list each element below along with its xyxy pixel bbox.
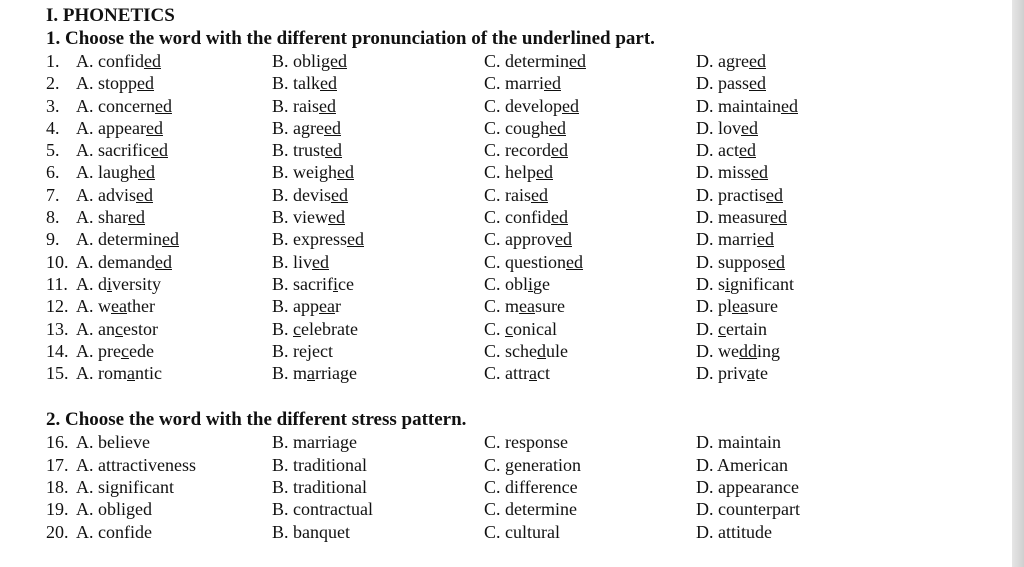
underlined-part: ed: [143, 51, 161, 71]
option-d[interactable]: [696, 50, 996, 72]
option-d[interactable]: [696, 362, 996, 384]
option-b[interactable]: [272, 117, 484, 139]
question-number: 14.: [46, 340, 69, 361]
underlined-part: ed: [323, 117, 341, 138]
option-text: ct: [537, 363, 550, 384]
question-row: [46, 521, 1006, 543]
question-number: 13.: [46, 318, 69, 339]
option-text: B. devis: [272, 184, 332, 205]
question-number: 9.: [46, 229, 60, 250]
option-a[interactable]: [76, 95, 272, 117]
option-text: D. lov: [696, 117, 741, 138]
option-text: D. appearance: [696, 477, 799, 498]
option-text: B. banquet: [272, 521, 350, 542]
option-text: D. counterpart: [696, 499, 800, 520]
option-text: ule: [546, 340, 568, 361]
option-text: D. suppos: [696, 251, 769, 272]
underlined-part: ed: [738, 140, 756, 161]
option-text: C. marri: [484, 73, 544, 94]
option-a[interactable]: [76, 50, 272, 72]
option-text: versity: [112, 273, 162, 294]
question-row: [46, 454, 1006, 476]
option-text: C. sche: [484, 340, 537, 361]
option-d[interactable]: [696, 206, 996, 228]
option-b[interactable]: [272, 139, 484, 161]
underlined-part: ed: [756, 229, 774, 250]
option-a[interactable]: [76, 251, 272, 273]
underlined-part: a: [747, 363, 755, 384]
option-text: C.: [484, 318, 506, 339]
option-text: elebrate: [301, 318, 358, 339]
underlined-part: ed: [138, 162, 155, 183]
option-b[interactable]: [272, 251, 484, 273]
underlined-part: c: [718, 318, 726, 339]
option-text: D. maintain: [696, 432, 781, 453]
option-d[interactable]: [696, 95, 996, 117]
option-d[interactable]: [696, 273, 996, 295]
underlined-part: a: [127, 363, 135, 384]
question-number: 20.: [46, 521, 69, 542]
option-text: C. generation: [484, 454, 581, 475]
option-text: C. response: [484, 432, 568, 453]
underlined-part: ed: [566, 251, 584, 272]
section-title: I. PHONETICS: [46, 5, 175, 26]
option-text: B. view: [272, 207, 328, 228]
underlined-part: ed: [145, 117, 163, 138]
spacer: [46, 384, 1006, 408]
option-c[interactable]: [484, 454, 696, 476]
part2-questions: [46, 431, 1006, 542]
question-number: 17.: [46, 454, 69, 475]
option-text: D. priv: [696, 363, 747, 384]
underlined-part: ed: [751, 162, 769, 183]
scrollbar-edge[interactable]: [1012, 0, 1024, 567]
option-text: D. measur: [696, 207, 770, 228]
underlined-part: ed: [154, 251, 172, 272]
option-text: A. shar: [76, 207, 128, 228]
option-text: D. attitude: [696, 521, 772, 542]
option-text: ertain: [726, 318, 767, 339]
option-text: B. traditional: [272, 477, 367, 498]
question-number: 16.: [46, 432, 69, 453]
underlined-part: i: [332, 273, 338, 294]
option-c[interactable]: [484, 206, 696, 228]
underlined-part: ed: [325, 140, 343, 161]
question-number: 19.: [46, 499, 69, 520]
option-text: C. difference: [484, 477, 578, 498]
underlined-part: ed: [319, 95, 336, 116]
underlined-part: ed: [568, 51, 586, 71]
option-text: D. agre: [696, 51, 749, 71]
option-c[interactable]: [484, 50, 696, 72]
option-text: D. pl: [696, 296, 732, 317]
option-b[interactable]: [272, 206, 484, 228]
option-a[interactable]: [76, 117, 272, 139]
question-number: 2.: [46, 73, 60, 94]
option-c[interactable]: [484, 139, 696, 161]
underlined-part: ed: [154, 95, 172, 116]
option-text: r: [334, 296, 341, 317]
question-number: 4.: [46, 117, 60, 138]
option-d[interactable]: [696, 139, 996, 161]
option-text: D. marri: [696, 229, 757, 250]
option-text: A. w: [76, 296, 111, 317]
underlined-part: ed: [544, 73, 561, 94]
option-text: D. we: [696, 340, 739, 361]
option-c[interactable]: [484, 95, 696, 117]
option-text: C. help: [484, 162, 536, 183]
option-b[interactable]: [272, 95, 484, 117]
question-row: [46, 95, 1006, 117]
question-row: [46, 318, 1006, 340]
option-d[interactable]: [696, 251, 996, 273]
option-c[interactable]: [484, 318, 696, 340]
underlined-part: ed: [128, 207, 145, 228]
option-text: A. confide: [76, 521, 152, 542]
underlined-part: ed: [347, 229, 364, 250]
option-text: B. re: [272, 340, 307, 361]
underlined-part: dd: [739, 340, 757, 361]
option-b[interactable]: [272, 431, 484, 453]
question-number: 6.: [46, 162, 60, 183]
underlined-part: c: [120, 340, 129, 361]
option-a[interactable]: [76, 228, 272, 250]
option-c[interactable]: [484, 273, 696, 295]
question-number: 15.: [46, 363, 69, 384]
option-text: C. attr: [484, 363, 529, 384]
option-c[interactable]: [484, 184, 696, 206]
option-text: B. sacrif: [272, 273, 333, 294]
option-d[interactable]: [696, 454, 996, 476]
question-row: [46, 184, 1006, 206]
question-row: [46, 206, 1006, 228]
question-row: [46, 476, 1006, 498]
option-text: C. m: [484, 296, 520, 317]
underlined-part: ed: [161, 229, 179, 250]
option-c[interactable]: [484, 521, 696, 543]
option-text: A. advis: [76, 184, 136, 205]
question-number: 8.: [46, 207, 60, 228]
underlined-part: i: [725, 273, 731, 294]
option-text: D. American: [696, 454, 788, 475]
underlined-part: ed: [136, 184, 153, 205]
option-d[interactable]: [696, 498, 996, 520]
option-b[interactable]: [272, 454, 484, 476]
underlined-part: ed: [765, 184, 783, 205]
option-text: D. pass: [696, 73, 749, 94]
underlined-part: a: [307, 363, 316, 384]
question-row: [46, 273, 1006, 295]
option-b[interactable]: [272, 362, 484, 384]
option-d[interactable]: [696, 521, 996, 543]
option-a[interactable]: [76, 206, 272, 228]
option-text: C. obl: [484, 273, 529, 294]
part1-title: 1. Choose the word with the different pronunciation of the underlined part.: [46, 28, 655, 49]
question-row: [46, 228, 1006, 250]
option-b[interactable]: [272, 498, 484, 520]
option-text: A. confid: [76, 51, 144, 71]
underlined-part: ed: [531, 184, 548, 205]
option-a[interactable]: [76, 161, 272, 183]
option-c[interactable]: [484, 228, 696, 250]
option-text: B. weigh: [272, 162, 337, 183]
option-text: ede: [128, 340, 154, 361]
question-row: [46, 50, 1006, 72]
underlined-part: ed: [331, 184, 349, 205]
question-number: 7.: [46, 184, 60, 205]
option-text: A. stopp: [76, 73, 138, 94]
worksheet: [46, 4, 1006, 543]
underlined-part: ed: [562, 95, 579, 116]
option-text: ge: [533, 273, 551, 294]
underlined-part: ed: [769, 207, 787, 228]
option-text: C. question: [484, 251, 567, 272]
underlined-part: ed: [312, 251, 330, 272]
option-text: A. laugh: [76, 162, 138, 183]
option-c[interactable]: [484, 251, 696, 273]
option-a[interactable]: [76, 454, 272, 476]
option-text: B. rais: [272, 95, 319, 116]
option-text: gnificant: [730, 273, 795, 294]
option-b[interactable]: [272, 228, 484, 250]
option-text: C. determin: [484, 51, 569, 71]
option-d[interactable]: [696, 161, 996, 183]
question-row: [46, 139, 1006, 161]
option-d[interactable]: [696, 117, 996, 139]
underlined-part: i: [107, 273, 113, 294]
option-text: A. significant: [76, 477, 174, 498]
option-c[interactable]: [484, 161, 696, 183]
underlined-part: ed: [150, 140, 168, 161]
option-text: B. agre: [272, 117, 324, 138]
option-a[interactable]: [76, 139, 272, 161]
question-row: [46, 117, 1006, 139]
option-c[interactable]: [484, 362, 696, 384]
option-a[interactable]: [76, 295, 272, 317]
option-text: A. concern: [76, 95, 155, 116]
option-a[interactable]: [76, 72, 272, 94]
option-text: C. rais: [484, 184, 531, 205]
option-a[interactable]: [76, 476, 272, 498]
option-d[interactable]: [696, 431, 996, 453]
option-c[interactable]: [484, 72, 696, 94]
underlined-part: ed: [749, 73, 766, 94]
option-c[interactable]: [484, 117, 696, 139]
option-text: B. express: [272, 229, 347, 250]
option-b[interactable]: [272, 476, 484, 498]
underlined-part: ea: [519, 296, 535, 317]
option-b[interactable]: [272, 184, 484, 206]
underlined-part: i: [528, 273, 534, 294]
option-a[interactable]: [76, 318, 272, 340]
option-text: B. obli: [272, 51, 322, 71]
option-text: A. determin: [76, 229, 162, 250]
underlined-part: ed: [555, 229, 572, 250]
underlined-part: ed: [768, 251, 786, 272]
question-number: 12.: [46, 296, 69, 317]
option-text: B. trust: [272, 140, 326, 161]
option-c[interactable]: [484, 340, 696, 362]
option-text: D. maintain: [696, 95, 781, 116]
question-number: 18.: [46, 477, 69, 498]
underlined-part: j: [307, 340, 313, 361]
option-text: B. traditional: [272, 454, 367, 475]
option-c[interactable]: [484, 498, 696, 520]
question-row: [46, 340, 1006, 362]
option-text: B. marriage: [272, 432, 357, 453]
option-c[interactable]: [484, 295, 696, 317]
option-c[interactable]: [484, 431, 696, 453]
underlined-part: ed: [551, 207, 568, 228]
option-text: D. miss: [696, 162, 752, 183]
option-d[interactable]: [696, 184, 996, 206]
option-text: B. app: [272, 296, 319, 317]
underlined-part: ea: [319, 296, 335, 317]
option-text: D. practis: [696, 184, 766, 205]
underlined-part: ed: [780, 95, 798, 116]
option-a[interactable]: [76, 521, 272, 543]
option-text: ing: [757, 340, 781, 361]
option-text: B. contractual: [272, 499, 373, 520]
question-row: [46, 251, 1006, 273]
option-text: A. d: [76, 273, 107, 294]
option-d[interactable]: [696, 295, 996, 317]
underlined-part: ed: [320, 73, 337, 94]
question-number: 3.: [46, 95, 60, 116]
option-text: estor: [123, 318, 158, 339]
underlined-part: c: [293, 318, 302, 339]
option-b[interactable]: [272, 318, 484, 340]
option-text: B. talk: [272, 73, 320, 94]
option-text: C. approv: [484, 229, 555, 250]
option-text: C. cough: [484, 117, 549, 138]
underlined-part: ed: [337, 162, 354, 183]
option-text: A. believe: [76, 432, 150, 453]
part1-questions: [46, 50, 1006, 384]
option-text: C. develop: [484, 95, 562, 116]
option-a[interactable]: [76, 362, 272, 384]
underlined-part: a: [529, 363, 537, 384]
option-b[interactable]: [272, 161, 484, 183]
option-a[interactable]: [76, 340, 272, 362]
option-text: A. attractiveness: [76, 454, 196, 475]
option-text: D. act: [696, 140, 739, 161]
underlined-part: d: [537, 340, 546, 361]
option-d[interactable]: [696, 228, 996, 250]
option-d[interactable]: [696, 476, 996, 498]
option-text: D.: [696, 318, 718, 339]
question-row: [46, 498, 1006, 520]
option-d[interactable]: [696, 318, 996, 340]
option-text: sure: [747, 296, 778, 317]
part2-title: 2. Choose the word with the different stress pattern.: [46, 409, 467, 431]
option-b[interactable]: [272, 340, 484, 362]
question-number: 11.: [46, 273, 68, 294]
option-text: onical: [513, 318, 557, 339]
option-text: C. confid: [484, 207, 551, 228]
option-text: B. liv: [272, 251, 313, 272]
underlined-part: c: [505, 318, 514, 339]
option-text: ntic: [135, 363, 162, 384]
underlined-part: ged: [321, 51, 348, 71]
underlined-part: ed: [137, 73, 155, 94]
option-text: B.: [272, 318, 294, 339]
option-b[interactable]: [272, 50, 484, 72]
option-text: te: [755, 363, 768, 384]
option-text: sure: [535, 296, 565, 317]
option-a[interactable]: [76, 498, 272, 520]
option-text: ce: [338, 273, 354, 294]
option-a[interactable]: [76, 431, 272, 453]
option-b[interactable]: [272, 295, 484, 317]
underlined-part: ed: [536, 162, 553, 183]
option-text: A. rom: [76, 363, 127, 384]
underlined-part: ed: [748, 51, 766, 71]
option-d[interactable]: [696, 72, 996, 94]
option-text: D. s: [696, 273, 726, 294]
option-text: rriage: [315, 363, 357, 384]
underlined-part: ed: [549, 117, 566, 138]
option-a[interactable]: [76, 184, 272, 206]
question-row: [46, 431, 1006, 453]
underlined-part: ea: [732, 296, 748, 317]
option-text: C. cultural: [484, 521, 560, 542]
option-text: B. m: [272, 363, 308, 384]
option-c[interactable]: [484, 476, 696, 498]
underlined-part: ed: [741, 117, 758, 138]
option-text: A. an: [76, 318, 115, 339]
question-row: [46, 72, 1006, 94]
option-text: C. determine: [484, 499, 577, 520]
question-row: [46, 362, 1006, 384]
option-text: A. obliged: [76, 499, 152, 520]
option-text: A. appear: [76, 117, 146, 138]
underlined-part: ea: [111, 296, 127, 317]
option-text: ther: [126, 296, 155, 317]
option-b[interactable]: [272, 521, 484, 543]
option-b[interactable]: [272, 72, 484, 94]
underlined-part: c: [115, 318, 123, 339]
question-number: 10.: [46, 251, 69, 272]
option-text: A. demand: [76, 251, 155, 272]
option-a[interactable]: [76, 273, 272, 295]
option-d[interactable]: [696, 340, 996, 362]
option-text: A. pre: [76, 340, 121, 361]
question-row: [46, 161, 1006, 183]
underlined-part: ed: [328, 207, 345, 228]
option-text: A. sacrific: [76, 140, 151, 161]
underlined-part: ed: [550, 140, 568, 161]
option-text: ect: [312, 340, 333, 361]
question-number: 1.: [46, 51, 60, 71]
question-number: 5.: [46, 140, 60, 161]
question-row: [46, 295, 1006, 317]
option-b[interactable]: [272, 273, 484, 295]
option-text: C. record: [484, 140, 551, 161]
